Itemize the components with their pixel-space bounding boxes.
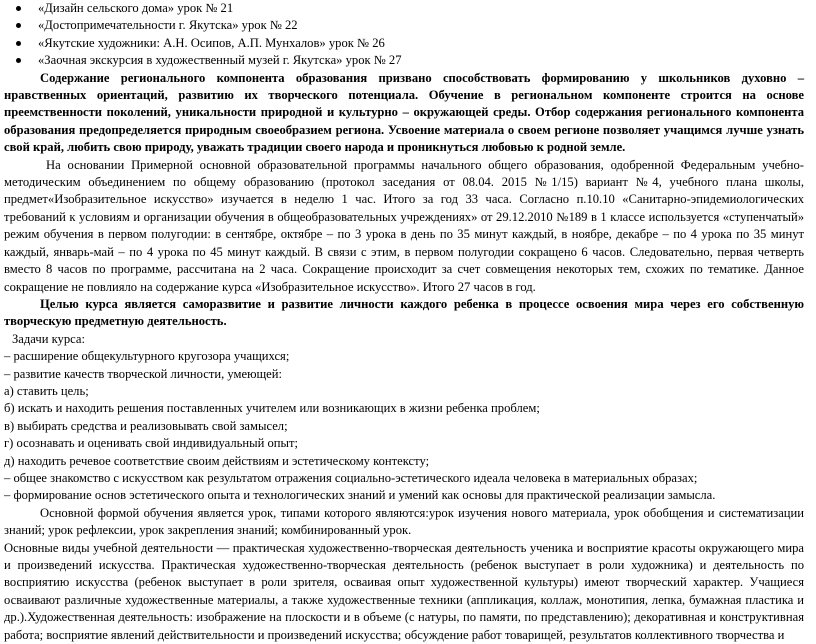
task-item: – общее знакомство с искусством как результатом отражения социально-эстетического идеала человека в материальных образах; xyxy=(4,470,698,485)
lesson-text: «Дизайн сельского дома» урок № 21 xyxy=(38,1,234,15)
task-item: – формирование основ эстетического опыта и технологических знаний и умений как основы для практической реализации замысла. xyxy=(4,488,716,503)
lesson-text: «Заочная экскурсия в художественный музей г. Якутска» урок № 27 xyxy=(38,53,402,68)
task-item: б) искать и находить решения поставленных учителем или возникающих в жизни ребенка проблем; xyxy=(4,401,540,416)
task-item: – расширение общекультурного кругозора учащихся; xyxy=(4,349,290,364)
lesson-text: «Якутские художники: А.Н. Осипов, А.П. Мунхалов» урок № 26 xyxy=(38,35,385,50)
bullet-icon xyxy=(16,6,21,11)
lesson-form-paragraph: Основной формой обучения является урок, типами которого являются:урок изучения нового материала, урок обобщения и систематизации знаний; урок рефлексии, урок закрепления знаний; комбинированный урок. xyxy=(4,505,804,538)
lesson-item xyxy=(4,17,804,34)
lesson-text: «Достопримечательности г. Якутска» урок № 22 xyxy=(38,18,298,33)
lesson-list xyxy=(4,0,804,70)
lesson-item xyxy=(4,52,804,69)
bullet-icon xyxy=(16,41,21,46)
lesson-item xyxy=(4,0,804,17)
tasks-title: Задачи курса: xyxy=(12,331,85,346)
lesson-item xyxy=(4,35,804,52)
task-item: в) выбирать средства и реализовывать свой замысел; xyxy=(4,418,288,433)
task-item: г) осознавать и оценивать свой индивидуальный опыт; xyxy=(4,436,298,451)
regional-component-paragraph: Содержание регионального компонента образования призвано способствовать формированию у школьников духовно – нравственных ориентаций, развитию их творческого потенциала. Обучение в региональном компоненте строится на основе преемственности поколений, уникальности природной и культурно – окружающей среды. Отбор содержания регионального компонента образования предопределяется природным своеобразием региона. Усвоение материала о своем регионе позволяет учащимся лучше узнать свой край, любить свою природу, уважать традиции своего народа и проникнуться любовью к родной земле. xyxy=(4,70,804,155)
task-item: а) ставить цель; xyxy=(4,383,89,398)
task-item: – развитие качеств творческой личности, умеющей: xyxy=(4,366,283,381)
bullet-icon xyxy=(16,23,21,28)
activities-paragraph: Основные виды учебной деятельности — практическая художественно-творческая деятельность ученика и восприятие красоты окружающего мира и произведений искусства. Практическая художественно-творческая деятельность (ребенок выступает в роли художника) и деятельность по восприятию искусства (ребенок выступает в роли зрителя, осваивая опыт художественной культуры) имеют творческий характер. Учащиеся осваивают различные художественные материалы, а также художественные техники (аппликация, коллаж, монотипия, лепка, бумажная пластика и др.).Художественная деятельность: изображение на плоскости и в объеме (с натуры, по памяти, по представлению); декоративная и конструктивная работа; восприятие явлений действительности и произведений искусства; обсуждение работ товарищей, результатов коллективного творчества и xyxy=(4,540,804,642)
task-item: д) находить речевое соответствие своим действиям и эстетическому контексту; xyxy=(4,453,430,468)
curriculum-basis-paragraph: На основании Примерной основной образовательной программы начального общего образования, одобренной Федеральным учебно- методическим объединением по общему образованию (протокол заседания от 08.04. 2015 №1/15) вариант №4, учебного плана школы, предмет«Изобразительное искусство» изучается в неделю 1 час. Итого за год 33 часа. Согласно п.10.10 «Санитарно-эпидемиологических требований к условиям и организации обучения в общеобразовательных учреждениях» от 29.12.2010 №189 в 1 классе используется «ступенчатый» режим обучения в первом полугодии: в сентябре, октябре – по 3 урока в день по 35 минут каждый, в ноябре, декабре – по 4 урока по 35 минут каждый, январь-май – по 4 урока по 45 минут каждый. В связи с этим, в первом полугодии сокращено 6 часов. Следовательно, первая четверть вместо 8 часов по программе, рассчитана на 2 часа. Сокращение происходит за счет совмещения некоторых тем, схожих по тематике. Данное сокращение не повлияло на содержание курса «Изобразительное искусство». Итого 27 часов в год. xyxy=(4,157,804,294)
course-goal-paragraph: Целью курса является саморазвитие и развитие личности каждого ребенка в процессе освоения мира через его собственную творческую предметную деятельность. xyxy=(4,296,804,329)
bullet-icon xyxy=(16,58,21,63)
